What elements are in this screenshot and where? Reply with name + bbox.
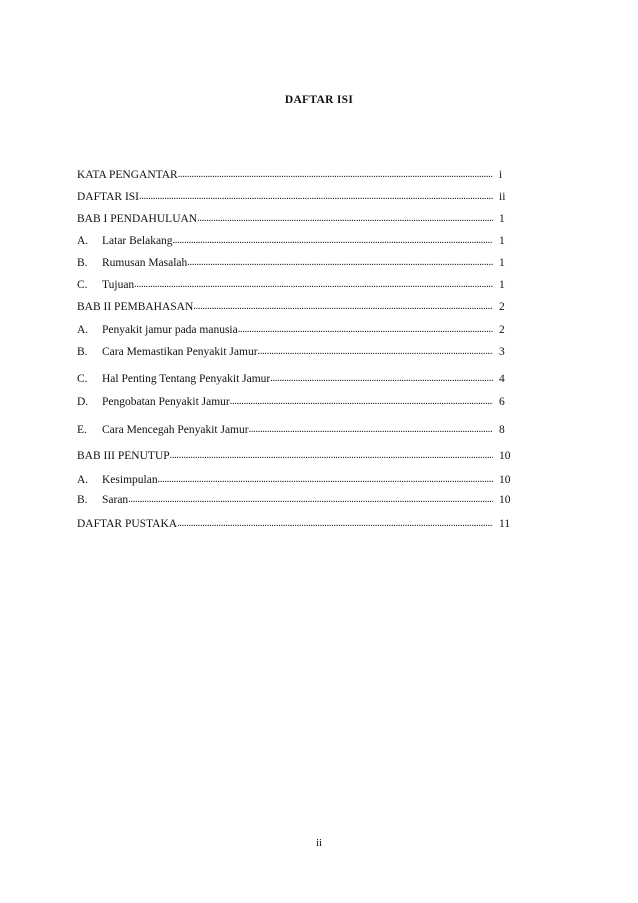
dot-leader (158, 474, 493, 486)
toc-entry-letter: D. (77, 396, 89, 408)
dot-leader (128, 494, 493, 506)
toc-entry-page: 2 (499, 324, 505, 336)
toc-entry-letter: B. (77, 346, 88, 358)
toc-entry-cara-memastikan (77, 343, 515, 359)
toc-entry-label: BAB I PENDAHULUAN (77, 213, 198, 225)
dot-leader (193, 301, 493, 313)
toc-entry-bab-3 (77, 447, 515, 463)
toc-entry-label: Tujuan (102, 279, 135, 291)
dot-leader (249, 424, 493, 436)
toc-entry-page: 1 (499, 279, 505, 291)
toc-entry-letter: B. (77, 257, 88, 269)
toc-entry-page: 1 (499, 257, 505, 269)
dot-leader (173, 235, 493, 247)
toc-entry-bab-1 (77, 210, 515, 226)
toc-entry-page: i (499, 169, 503, 181)
toc-entry-daftar-isi (77, 188, 515, 204)
toc-entry-label: Kesimpulan (102, 474, 158, 486)
toc-entry-page: 10 (499, 494, 511, 506)
toc-entry-page: 11 (499, 518, 511, 530)
toc-entry-label: DAFTAR PUSTAKA (77, 518, 178, 530)
dot-leader (177, 518, 493, 530)
toc-entry-kesimpulan (77, 471, 515, 487)
dot-leader (258, 346, 493, 358)
dot-leader (270, 373, 493, 385)
toc-entry-rumusan-masalah (77, 254, 515, 270)
toc-entry-letter: A. (77, 324, 89, 336)
toc-entry-hal-penting (77, 370, 515, 386)
toc-entry-letter: C. (77, 373, 88, 385)
toc-entry-label: Cara Mencegah Penyakit Jamur (102, 424, 249, 436)
toc-entry-tujuan (77, 276, 515, 292)
dot-leader (178, 169, 493, 181)
toc-entry-letter: C. (77, 279, 88, 291)
dot-leader (170, 450, 493, 462)
toc-entry-page: 10 (499, 450, 511, 462)
toc-entry-page: 2 (499, 301, 505, 313)
toc-entry-page: 6 (499, 396, 505, 408)
dot-leader (187, 257, 493, 269)
page-title: DAFTAR ISI (284, 94, 354, 106)
toc-entry-saran (77, 491, 515, 507)
toc-entry-label: Cara Memastikan Penyakit Jamur (102, 346, 258, 358)
toc-entry-label: BAB II PEMBAHASAN (77, 301, 194, 313)
toc-entry-letter: B. (77, 494, 88, 506)
toc-entry-bab-2 (77, 298, 515, 314)
toc-entry-letter: A. (77, 474, 89, 486)
dot-leader (134, 279, 493, 291)
toc-entry-label: BAB III PENUTUP (77, 450, 170, 462)
toc-entry-kata-pengantar (77, 166, 515, 182)
toc-entry-label: Rumusan Masalah (102, 257, 188, 269)
toc-entry-page: 4 (499, 373, 505, 385)
toc-entry-label: Saran (102, 494, 129, 506)
toc-entry-penyakit-jamur (77, 321, 515, 337)
toc-entry-page: 10 (499, 474, 511, 486)
dot-leader (238, 324, 493, 336)
toc-entry-label: KATA PENGANTAR (77, 169, 178, 181)
toc-entry-label: Hal Penting Tentang Penyakit Jamur (102, 373, 271, 385)
toc-entry-page: 1 (499, 235, 505, 247)
toc-entry-cara-mencegah (77, 421, 515, 437)
page-number: ii (315, 837, 323, 849)
toc-entry-letter: E. (77, 424, 87, 436)
toc-entry-label: Penyakit jamur pada manusia (102, 324, 238, 336)
toc-entry-daftar-pustaka (77, 515, 515, 531)
toc-entry-page: 3 (499, 346, 505, 358)
toc-entry-label: Pengobatan Penyakit Jamur (102, 396, 230, 408)
toc-entry-latar-belakang (77, 232, 515, 248)
dot-leader (197, 213, 493, 225)
toc-entry-label: Latar Belakang (102, 235, 173, 247)
dot-leader (139, 191, 493, 203)
dot-leader (230, 396, 493, 408)
toc-entry-label: DAFTAR ISI (77, 191, 140, 203)
toc-entry-page: 8 (499, 424, 505, 436)
toc-entry-letter: A. (77, 235, 89, 247)
toc-entry-pengobatan (77, 393, 515, 409)
toc-entry-page: 1 (499, 213, 505, 225)
toc-entry-page: ii (499, 191, 506, 203)
